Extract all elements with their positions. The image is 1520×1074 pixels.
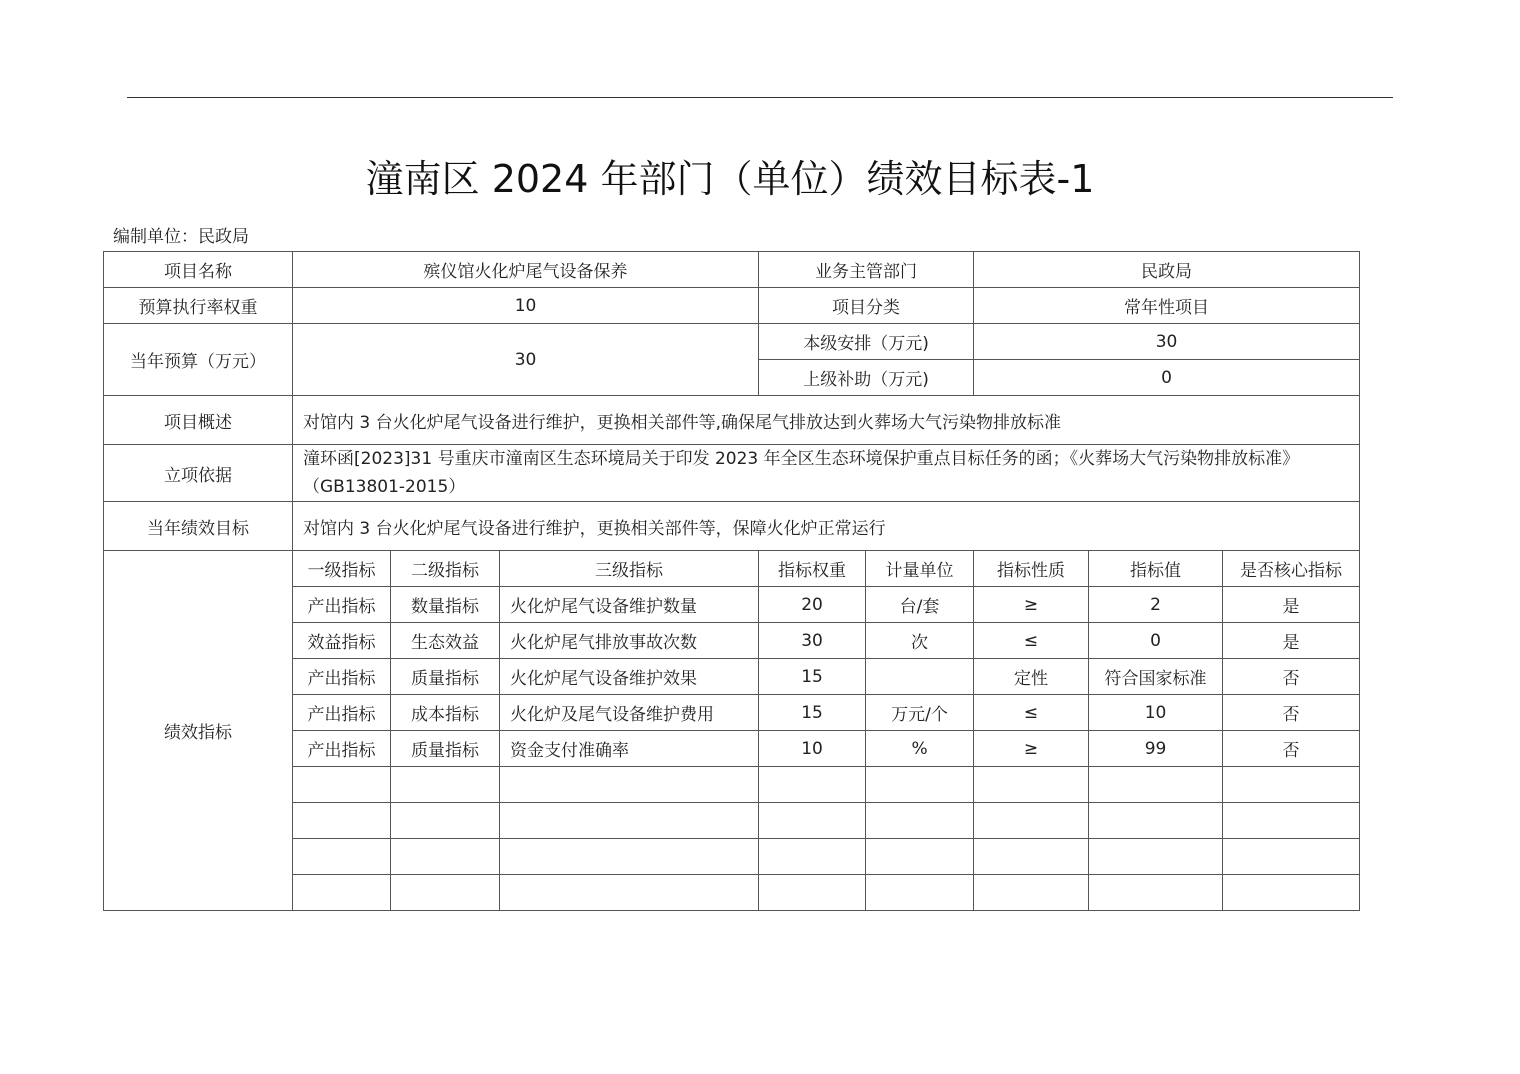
indicator-cell: 生态效益 — [391, 623, 500, 659]
indicator-cell: 定性 — [974, 659, 1089, 695]
indicator-cell — [866, 659, 974, 695]
category-label: 项目分类 — [759, 288, 974, 324]
budget-value: 30 — [293, 324, 759, 396]
local-label: 本级安排（万元) — [759, 324, 974, 360]
indicator-cell — [293, 767, 391, 803]
indicator-cell — [974, 767, 1089, 803]
goal-label: 当年绩效目标 — [104, 502, 293, 551]
indicator-cell: 火化炉尾气排放事故次数 — [500, 623, 759, 659]
upper-label: 上级补助（万元) — [759, 360, 974, 396]
indicator-row — [104, 875, 1360, 911]
row-project-name — [104, 252, 1360, 288]
indicator-cell — [1089, 839, 1223, 875]
indicator-cell — [293, 875, 391, 911]
indicator-cell — [974, 839, 1089, 875]
dept-value: 民政局 — [974, 252, 1360, 288]
indicator-cell: 火化炉尾气设备维护效果 — [500, 659, 759, 695]
indicator-cell: 万元/个 — [866, 695, 974, 731]
indicators-section-label: 绩效指标 — [104, 551, 293, 911]
indicator-cell: 产出指标 — [293, 731, 391, 767]
budget-label: 当年预算（万元） — [104, 324, 293, 396]
indicator-cell: 15 — [759, 659, 866, 695]
indicator-cell: 0 — [1089, 623, 1223, 659]
indicator-cell — [1223, 803, 1360, 839]
indicator-cell: 效益指标 — [293, 623, 391, 659]
indicator-cell: % — [866, 731, 974, 767]
indicator-cell — [759, 803, 866, 839]
row-overview — [104, 396, 1360, 445]
weight-value: 10 — [293, 288, 759, 324]
indicator-header-cell: 指标权重 — [759, 551, 866, 587]
indicator-cell — [866, 767, 974, 803]
indicator-cell — [866, 839, 974, 875]
indicator-cell: 20 — [759, 587, 866, 623]
indicator-row — [104, 695, 1360, 731]
indicator-cell — [1089, 803, 1223, 839]
indicator-cell: 2 — [1089, 587, 1223, 623]
upper-value: 0 — [974, 360, 1360, 396]
overview-label: 项目概述 — [104, 396, 293, 445]
indicator-cell — [1223, 839, 1360, 875]
basis-value: 潼环函[2023]31 号重庆市潼南区生态环境局关于印发 2023 年全区生态环境保护重点目标任务的函；《火葬场大气污染物排放标准》（GB13801-2015） — [293, 445, 1360, 502]
basis-label: 立项依据 — [104, 445, 293, 502]
indicator-cell — [500, 875, 759, 911]
indicator-cell — [1089, 875, 1223, 911]
indicator-cell — [391, 839, 500, 875]
indicator-cell: 火化炉及尾气设备维护费用 — [500, 695, 759, 731]
project-name-label: 项目名称 — [104, 252, 293, 288]
indicator-cell: ≤ — [974, 623, 1089, 659]
row-goal — [104, 502, 1360, 551]
indicator-cell: ≥ — [974, 587, 1089, 623]
indicator-cell: 资金支付准确率 — [500, 731, 759, 767]
indicator-row — [104, 803, 1360, 839]
project-name-value: 殡仪馆火化炉尾气设备保养 — [293, 252, 759, 288]
indicator-cell: 10 — [759, 731, 866, 767]
weight-label: 预算执行率权重 — [104, 288, 293, 324]
indicator-cell — [866, 803, 974, 839]
indicator-cell — [1223, 767, 1360, 803]
performance-table — [103, 251, 1360, 911]
indicator-cell: 产出指标 — [293, 695, 391, 731]
indicator-row — [104, 587, 1360, 623]
indicator-cell: 符合国家标准 — [1089, 659, 1223, 695]
indicator-row — [104, 731, 1360, 767]
indicator-cell — [759, 875, 866, 911]
indicator-row — [104, 623, 1360, 659]
indicator-cell — [974, 803, 1089, 839]
indicator-cell: 台/套 — [866, 587, 974, 623]
indicator-cell: 火化炉尾气设备维护数量 — [500, 587, 759, 623]
indicator-header-cell: 指标值 — [1089, 551, 1223, 587]
indicator-cell: 10 — [1089, 695, 1223, 731]
indicator-cell — [759, 767, 866, 803]
indicator-cell: 否 — [1223, 695, 1360, 731]
indicator-cell: 数量指标 — [391, 587, 500, 623]
header-rule — [127, 97, 1393, 98]
indicator-cell: 否 — [1223, 659, 1360, 695]
indicator-cell — [1223, 875, 1360, 911]
indicator-cell — [293, 839, 391, 875]
indicator-row — [104, 767, 1360, 803]
indicator-cell: 是 — [1223, 587, 1360, 623]
dept-label: 业务主管部门 — [759, 252, 974, 288]
indicator-cell: 15 — [759, 695, 866, 731]
indicator-cell — [293, 803, 391, 839]
indicator-cell: 30 — [759, 623, 866, 659]
row-weight — [104, 288, 1360, 324]
indicator-row — [104, 659, 1360, 695]
indicator-header-cell: 计量单位 — [866, 551, 974, 587]
category-value: 常年性项目 — [974, 288, 1360, 324]
row-basis — [104, 445, 1360, 502]
row-budget-local — [104, 324, 1360, 360]
indicator-cell — [759, 839, 866, 875]
indicator-cell: 是 — [1223, 623, 1360, 659]
indicator-cell: 否 — [1223, 731, 1360, 767]
indicator-row — [104, 839, 1360, 875]
indicator-cell: 产出指标 — [293, 587, 391, 623]
indicator-cell — [391, 803, 500, 839]
indicator-cell: ≤ — [974, 695, 1089, 731]
indicator-header-cell: 是否核心指标 — [1223, 551, 1360, 587]
indicator-cell: 产出指标 — [293, 659, 391, 695]
indicator-header-cell: 指标性质 — [974, 551, 1089, 587]
local-value: 30 — [974, 324, 1360, 360]
indicator-header-cell: 二级指标 — [391, 551, 500, 587]
indicator-cell: 质量指标 — [391, 731, 500, 767]
indicator-cell — [500, 767, 759, 803]
goal-value: 对馆内 3 台火化炉尾气设备进行维护，更换相关部件等，保障火化炉正常运行 — [293, 502, 1360, 551]
indicator-cell — [500, 803, 759, 839]
compile-unit: 编制单位：民政局 — [113, 227, 249, 247]
indicator-cell — [391, 767, 500, 803]
indicator-header-cell: 一级指标 — [293, 551, 391, 587]
overview-value: 对馆内 3 台火化炉尾气设备进行维护，更换相关部件等,确保尾气排放达到火葬场大气污染物排放标准 — [293, 396, 1360, 445]
indicator-cell: 成本指标 — [391, 695, 500, 731]
indicator-cell: 质量指标 — [391, 659, 500, 695]
indicator-cell — [500, 839, 759, 875]
indicator-header-row — [104, 551, 1360, 587]
indicator-cell: ≥ — [974, 731, 1089, 767]
indicator-cell — [391, 875, 500, 911]
indicator-cell — [1089, 767, 1223, 803]
indicator-cell: 99 — [1089, 731, 1223, 767]
indicator-header-cell: 三级指标 — [500, 551, 759, 587]
indicator-cell — [974, 875, 1089, 911]
page-title: 潼南区 2024 年部门（单位）绩效目标表-1 — [365, 157, 1095, 201]
indicator-cell — [866, 875, 974, 911]
indicator-cell: 次 — [866, 623, 974, 659]
